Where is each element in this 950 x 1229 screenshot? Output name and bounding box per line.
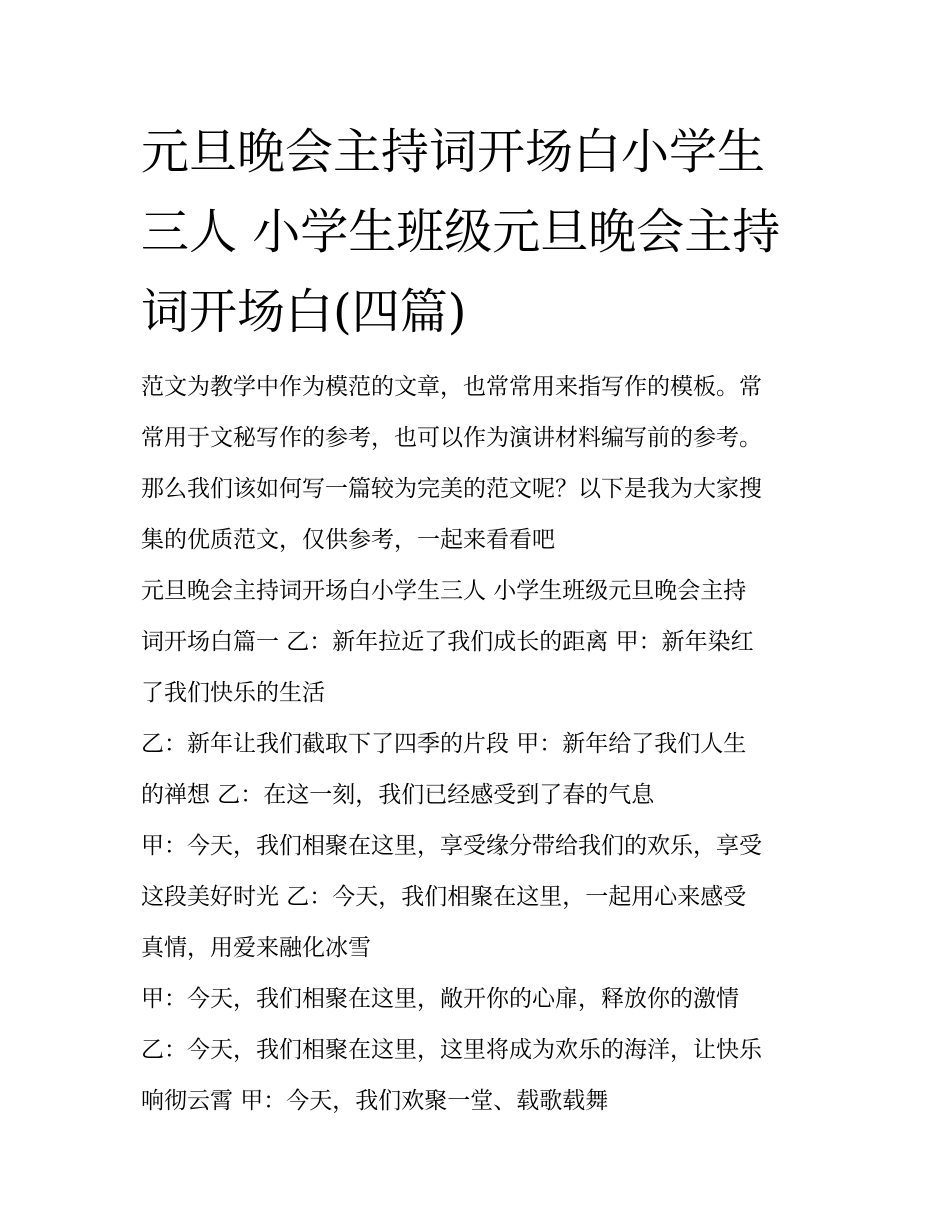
title-line: 词开场白(四篇) [141, 284, 467, 340]
paragraph-line: 乙：今天，我们相聚在这里，这里将成为欢乐的海洋，让快乐 [141, 1037, 762, 1063]
paragraph-line: 甲：今天，我们相聚在这里，敞开你的心扉，释放你的激情 [141, 986, 739, 1012]
document-title [141, 112, 813, 352]
paragraph-line: 甲：今天，我们相聚在这里，享受缘分带给我们的欢乐，享受 [141, 833, 762, 859]
paragraph-line: 元旦晚会主持词开场白小学生三人 小学生班级元旦晚会主持 [141, 578, 747, 604]
paragraph-line: 那么我们该如何写一篇较为完美的范文呢？以下是我为大家搜 [141, 476, 762, 502]
paragraph-line: 了我们快乐的生活 [141, 680, 325, 706]
document-content [141, 112, 813, 1127]
paragraph-line: 这段美好时光 乙：今天，我们相聚在这里，一起用心来感受 [141, 884, 747, 910]
paragraph-line: 真情，用爱来融化冰雪 [141, 935, 371, 961]
paragraph-line: 响彻云霄 甲：今天，我们欢聚一堂、载歌载舞 [141, 1088, 609, 1114]
body-paragraph [141, 821, 813, 974]
paragraph-line: 词开场白篇一 乙：新年拉近了我们成长的距离 甲：新年染红 [141, 629, 754, 655]
title-line: 三人 小学生班级元旦晚会主持 [141, 204, 781, 260]
paragraph-line: 乙：新年让我们截取下了四季的片段 甲：新年给了我们人生 [141, 731, 747, 757]
body-paragraph [141, 719, 813, 821]
body-paragraph [141, 1025, 813, 1127]
paragraph-line: 常用于文秘写作的参考，也可以作为演讲材料编写前的参考。 [141, 425, 762, 451]
body-paragraph [141, 974, 813, 1025]
paragraph-line: 集的优质范文，仅供参考，一起来看看吧 [141, 527, 555, 553]
paragraph-line: 范文为教学中作为模范的文章，也常常用来指写作的模板。常 [141, 374, 762, 400]
intro-paragraph [141, 362, 813, 566]
paragraph-line: 的禅想 乙：在这一刻，我们已经感受到了春的气息 [141, 782, 655, 808]
title-line: 元旦晚会主持词开场白小学生 [141, 124, 766, 180]
body-paragraph [141, 566, 813, 719]
